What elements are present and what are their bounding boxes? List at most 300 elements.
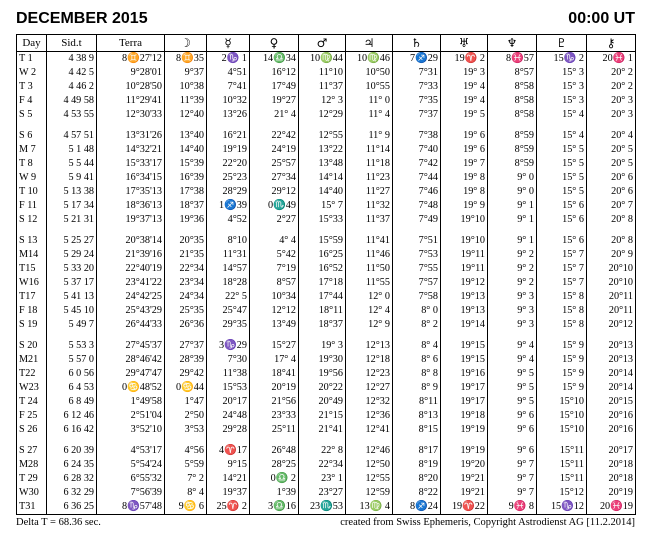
value-cell: 20°19	[587, 486, 636, 500]
value-cell: 15° 5	[537, 185, 587, 199]
table-body	[17, 52, 636, 515]
value-cell: 9♓ 8	[488, 500, 537, 515]
value-cell: 15° 7	[537, 248, 587, 262]
value-cell: 15° 3	[537, 66, 587, 80]
value-cell: 4 46 2	[47, 80, 97, 94]
separator-cell	[488, 332, 537, 339]
day-cell: S 26	[17, 423, 47, 437]
day-cell: W 2	[17, 66, 47, 80]
value-cell: 14°57	[207, 262, 250, 276]
value-cell: 20°11	[587, 290, 636, 304]
value-cell: 9°37	[165, 66, 207, 80]
value-cell: 24°42'25	[97, 290, 165, 304]
value-cell: 22°34	[299, 458, 346, 472]
separator-cell	[346, 437, 393, 444]
column-header: Terra	[97, 35, 165, 52]
value-cell: 15° 6	[537, 199, 587, 213]
value-cell: 2°51'04	[97, 409, 165, 423]
value-cell: 12° 0	[346, 290, 393, 304]
value-cell: 9° 7	[488, 472, 537, 486]
value-cell: 4♈17	[207, 444, 250, 458]
value-cell: 11°50	[346, 262, 393, 276]
value-cell: 8°58	[488, 80, 537, 94]
value-cell: 11°39	[165, 94, 207, 108]
value-cell: 11°55	[346, 276, 393, 290]
value-cell: 19° 3	[299, 339, 346, 353]
day-cell: T 3	[17, 80, 47, 94]
value-cell: 11°37	[299, 80, 346, 94]
separator-cell	[299, 122, 346, 129]
separator-cell	[441, 122, 488, 129]
value-cell: 15♑12	[537, 500, 587, 515]
table-row	[17, 318, 636, 332]
value-cell: 7°58	[393, 290, 441, 304]
table-row	[17, 423, 636, 437]
day-cell: W30	[17, 486, 47, 500]
value-cell: 19♈ 2	[441, 52, 488, 67]
value-cell: 20°16	[587, 423, 636, 437]
value-cell: 9° 3	[488, 304, 537, 318]
value-cell: 9° 6	[488, 444, 537, 458]
column-header: Sid.t	[47, 35, 97, 52]
value-cell: 17°18	[299, 276, 346, 290]
value-cell: 11°37	[346, 213, 393, 227]
separator-cell	[441, 437, 488, 444]
value-cell: 29°28	[207, 423, 250, 437]
value-cell: 21°35	[165, 248, 207, 262]
value-cell: 10°55	[346, 80, 393, 94]
value-cell: 20° 5	[587, 143, 636, 157]
table-row	[17, 262, 636, 276]
value-cell: 9° 4	[488, 339, 537, 353]
value-cell: 18°36'13	[97, 199, 165, 213]
value-cell: 19°37	[207, 486, 250, 500]
separator-cell	[587, 437, 636, 444]
value-cell: 20°13	[587, 339, 636, 353]
table-row	[17, 353, 636, 367]
value-cell: 20°35	[165, 234, 207, 248]
value-cell: 15♑ 2	[537, 52, 587, 67]
ephemeris-table	[16, 34, 636, 515]
value-cell: 12°13	[346, 339, 393, 353]
week-separator	[17, 332, 636, 339]
value-cell: 19°17	[441, 395, 488, 409]
column-header: ⚷	[587, 35, 636, 52]
value-cell: 19° 4	[441, 80, 488, 94]
separator-cell	[207, 437, 250, 444]
value-cell: 24°19	[250, 143, 299, 157]
value-cell: 3°52'10	[97, 423, 165, 437]
value-cell: 15°59	[299, 234, 346, 248]
value-cell: 14♎34	[250, 52, 299, 67]
value-cell: 13°48	[299, 157, 346, 171]
value-cell: 5 13 38	[47, 185, 97, 199]
value-cell: 1°47	[165, 395, 207, 409]
value-cell: 6 12 46	[47, 409, 97, 423]
value-cell: 26°36	[165, 318, 207, 332]
value-cell: 19°15	[441, 339, 488, 353]
value-cell: 9° 1	[488, 213, 537, 227]
value-cell: 15°10	[537, 409, 587, 423]
value-cell: 9° 1	[488, 234, 537, 248]
value-cell: 14°21	[207, 472, 250, 486]
week-separator	[17, 122, 636, 129]
column-header: ♅	[441, 35, 488, 52]
separator-cell	[97, 227, 165, 234]
table-row	[17, 94, 636, 108]
value-cell: 17°35'13	[97, 185, 165, 199]
value-cell: 20°49	[299, 395, 346, 409]
separator-cell	[250, 332, 299, 339]
value-cell: 16°12	[250, 66, 299, 80]
value-cell: 5 25 27	[47, 234, 97, 248]
value-cell: 15° 5	[537, 171, 587, 185]
value-cell: 25°35	[165, 304, 207, 318]
value-cell: 11°23	[346, 171, 393, 185]
value-cell: 15° 4	[537, 129, 587, 143]
value-cell: 12°40	[165, 108, 207, 122]
value-cell: 19° 7	[441, 157, 488, 171]
value-cell: 20°12	[587, 318, 636, 332]
value-cell: 6 20 39	[47, 444, 97, 458]
value-cell: 9°15	[207, 458, 250, 472]
value-cell: 5 1 48	[47, 143, 97, 157]
value-cell: 9° 5	[488, 367, 537, 381]
value-cell: 8°17	[393, 444, 441, 458]
value-cell: 15°33	[299, 213, 346, 227]
value-cell: 17°49	[250, 80, 299, 94]
value-cell: 22°42	[250, 129, 299, 143]
value-cell: 13°31'26	[97, 129, 165, 143]
value-cell: 16°52	[299, 262, 346, 276]
day-cell: W16	[17, 276, 47, 290]
value-cell: 7°48	[393, 199, 441, 213]
day-cell: F 18	[17, 304, 47, 318]
value-cell: 19°21	[441, 472, 488, 486]
value-cell: 11°32	[346, 199, 393, 213]
value-cell: 15° 8	[537, 318, 587, 332]
value-cell: 15° 5	[537, 157, 587, 171]
value-cell: 20♓ 1	[587, 52, 636, 67]
table-row	[17, 276, 636, 290]
value-cell: 9° 4	[488, 353, 537, 367]
value-cell: 9° 5	[488, 381, 537, 395]
value-cell: 5 33 20	[47, 262, 97, 276]
value-cell: 25°47	[207, 304, 250, 318]
value-cell: 19♈22	[441, 500, 488, 515]
value-cell: 12° 3	[299, 94, 346, 108]
value-cell: 19°19	[207, 143, 250, 157]
value-cell: 2°50	[165, 409, 207, 423]
column-header: ☽	[165, 35, 207, 52]
value-cell: 17°38	[165, 185, 207, 199]
value-cell: 20° 9	[587, 248, 636, 262]
value-cell: 7°46	[393, 185, 441, 199]
value-cell: 5 41 13	[47, 290, 97, 304]
table-row	[17, 472, 636, 486]
value-cell: 15° 5	[537, 143, 587, 157]
table-row	[17, 339, 636, 353]
value-cell: 11°41	[346, 234, 393, 248]
table-row	[17, 157, 636, 171]
separator-cell	[250, 122, 299, 129]
value-cell: 20° 6	[587, 171, 636, 185]
day-cell: F 4	[17, 94, 47, 108]
value-cell: 17°44	[299, 290, 346, 304]
value-cell: 7°35	[393, 94, 441, 108]
value-cell: 20°18	[587, 472, 636, 486]
value-cell: 8♊27'12	[97, 52, 165, 67]
value-cell: 0♏49	[250, 199, 299, 213]
value-cell: 20° 8	[587, 213, 636, 227]
value-cell: 15° 9	[537, 381, 587, 395]
value-cell: 4 42 5	[47, 66, 97, 80]
week-separator	[17, 437, 636, 444]
value-cell: 18°37	[299, 318, 346, 332]
value-cell: 12°36	[346, 409, 393, 423]
value-cell: 4°51	[207, 66, 250, 80]
value-cell: 23°33	[250, 409, 299, 423]
day-cell: W23	[17, 381, 47, 395]
value-cell: 19°11	[441, 262, 488, 276]
value-cell: 9° 2	[488, 248, 537, 262]
separator-cell	[488, 122, 537, 129]
value-cell: 20° 8	[587, 234, 636, 248]
value-cell: 9° 7	[488, 458, 537, 472]
value-cell: 19°37'13	[97, 213, 165, 227]
value-cell: 15°11	[537, 472, 587, 486]
value-cell: 20°16	[587, 409, 636, 423]
separator-cell	[441, 332, 488, 339]
value-cell: 12°32	[346, 395, 393, 409]
value-cell: 8°10	[207, 234, 250, 248]
value-cell: 16°21	[207, 129, 250, 143]
value-cell: 8° 6	[393, 353, 441, 367]
value-cell: 20°15	[587, 395, 636, 409]
value-cell: 8°20	[393, 472, 441, 486]
separator-cell	[17, 437, 47, 444]
separator-cell	[97, 122, 165, 129]
value-cell: 15° 8	[537, 304, 587, 318]
column-header: ♄	[393, 35, 441, 52]
value-cell: 5°54'24	[97, 458, 165, 472]
separator-cell	[299, 332, 346, 339]
value-cell: 11°31	[207, 248, 250, 262]
separator-cell	[587, 122, 636, 129]
value-cell: 13°26	[207, 108, 250, 122]
value-cell: 8♑57'48	[97, 500, 165, 515]
value-cell: 9° 0	[488, 171, 537, 185]
value-cell: 9° 7	[488, 486, 537, 500]
value-cell: 16°25	[299, 248, 346, 262]
separator-cell	[165, 332, 207, 339]
day-cell: W 9	[17, 171, 47, 185]
value-cell: 28°25	[250, 458, 299, 472]
value-cell: 13°40	[165, 129, 207, 143]
value-cell: 1°39	[250, 486, 299, 500]
value-cell: 15° 3	[537, 80, 587, 94]
value-cell: 8° 2	[393, 318, 441, 332]
value-cell: 7°51	[393, 234, 441, 248]
value-cell: 19° 5	[441, 108, 488, 122]
value-cell: 15°10	[537, 423, 587, 437]
value-cell: 6 0 56	[47, 367, 97, 381]
value-cell: 19°20	[441, 458, 488, 472]
value-cell: 6 24 35	[47, 458, 97, 472]
day-cell: T 8	[17, 157, 47, 171]
value-cell: 17° 4	[250, 353, 299, 367]
value-cell: 7°57	[393, 276, 441, 290]
value-cell: 11°29'41	[97, 94, 165, 108]
value-cell: 12°46	[346, 444, 393, 458]
value-cell: 20°17	[587, 444, 636, 458]
value-cell: 4 57 51	[47, 129, 97, 143]
day-cell: S 5	[17, 108, 47, 122]
value-cell: 12° 4	[346, 304, 393, 318]
value-cell: 0♋44	[165, 381, 207, 395]
value-cell: 23°41'22	[97, 276, 165, 290]
column-header: ☿	[207, 35, 250, 52]
value-cell: 27°34	[250, 171, 299, 185]
value-cell: 25°43'29	[97, 304, 165, 318]
separator-cell	[393, 332, 441, 339]
value-cell: 11° 0	[346, 94, 393, 108]
value-cell: 19°15	[441, 353, 488, 367]
value-cell: 1♐39	[207, 199, 250, 213]
value-cell: 27°37	[165, 339, 207, 353]
day-cell: M28	[17, 458, 47, 472]
value-cell: 12°12	[250, 304, 299, 318]
separator-cell	[17, 122, 47, 129]
value-cell: 9° 3	[488, 290, 537, 304]
value-cell: 12°18	[346, 353, 393, 367]
table-row	[17, 199, 636, 213]
value-cell: 8°58	[488, 108, 537, 122]
value-cell: 22° 5	[207, 290, 250, 304]
table-row	[17, 304, 636, 318]
value-cell: 19°13	[441, 304, 488, 318]
value-cell: 14°40	[299, 185, 346, 199]
day-cell: S 20	[17, 339, 47, 353]
day-cell: T15	[17, 262, 47, 276]
delta-t-note: Delta T = 68.36 sec.	[16, 517, 101, 528]
value-cell: 2♑ 1	[207, 52, 250, 67]
table-row	[17, 213, 636, 227]
value-cell: 11° 4	[346, 108, 393, 122]
value-cell: 5 57 0	[47, 353, 97, 367]
value-cell: 21°39'16	[97, 248, 165, 262]
value-cell: 20° 5	[587, 157, 636, 171]
value-cell: 5 9 41	[47, 171, 97, 185]
table-row	[17, 171, 636, 185]
value-cell: 9♋ 6	[165, 500, 207, 515]
separator-cell	[17, 227, 47, 234]
value-cell: 7°44	[393, 171, 441, 185]
value-cell: 14°32'21	[97, 143, 165, 157]
value-cell: 12°29	[299, 108, 346, 122]
separator-cell	[207, 332, 250, 339]
value-cell: 20° 4	[587, 129, 636, 143]
value-cell: 12° 9	[346, 318, 393, 332]
value-cell: 11°27	[346, 185, 393, 199]
value-cell: 1°49'58	[97, 395, 165, 409]
value-cell: 20° 2	[587, 66, 636, 80]
separator-cell	[165, 437, 207, 444]
value-cell: 12°55	[346, 472, 393, 486]
day-cell: S 13	[17, 234, 47, 248]
value-cell: 28°46'42	[97, 353, 165, 367]
value-cell: 5 21 31	[47, 213, 97, 227]
separator-cell	[393, 122, 441, 129]
value-cell: 15° 7	[299, 199, 346, 213]
value-cell: 15°11	[537, 444, 587, 458]
value-cell: 8°59	[488, 157, 537, 171]
separator-cell	[250, 437, 299, 444]
value-cell: 27°45'37	[97, 339, 165, 353]
value-cell: 19° 9	[441, 199, 488, 213]
value-cell: 15°39	[165, 157, 207, 171]
value-cell: 20♓19	[587, 500, 636, 515]
value-cell: 6°55'32	[97, 472, 165, 486]
value-cell: 29°42	[165, 367, 207, 381]
day-cell: T31	[17, 500, 47, 515]
value-cell: 7°53	[393, 248, 441, 262]
value-cell: 12°41	[346, 423, 393, 437]
value-cell: 20° 3	[587, 108, 636, 122]
value-cell: 8° 9	[393, 381, 441, 395]
day-cell: S 12	[17, 213, 47, 227]
value-cell: 7°49	[393, 213, 441, 227]
separator-cell	[393, 227, 441, 234]
value-cell: 19°56	[299, 367, 346, 381]
value-cell: 13♍ 4	[346, 500, 393, 515]
value-cell: 19°19	[441, 444, 488, 458]
separator-cell	[97, 332, 165, 339]
separator-cell	[47, 122, 97, 129]
value-cell: 19° 6	[441, 129, 488, 143]
table-row	[17, 234, 636, 248]
value-cell: 26°44'33	[97, 318, 165, 332]
week-separator	[17, 227, 636, 234]
value-cell: 18°28	[207, 276, 250, 290]
value-cell: 12°27	[346, 381, 393, 395]
value-cell: 8° 8	[393, 367, 441, 381]
credit-note: created from Swiss Ephemeris, Copyright Astrodienst AG [11.2.2014]	[340, 517, 635, 528]
value-cell: 20°17	[207, 395, 250, 409]
value-cell: 20°18	[587, 458, 636, 472]
table-row	[17, 367, 636, 381]
value-cell: 15° 9	[537, 367, 587, 381]
value-cell: 24°48	[207, 409, 250, 423]
value-cell: 8° 4	[393, 339, 441, 353]
separator-cell	[537, 437, 587, 444]
value-cell: 15° 9	[537, 353, 587, 367]
separator-cell	[346, 332, 393, 339]
value-cell: 15° 8	[537, 290, 587, 304]
table-row	[17, 248, 636, 262]
day-cell: T 29	[17, 472, 47, 486]
value-cell: 19°10	[441, 213, 488, 227]
value-cell: 5 45 10	[47, 304, 97, 318]
value-cell: 20° 6	[587, 185, 636, 199]
value-cell: 20°14	[587, 381, 636, 395]
separator-cell	[393, 437, 441, 444]
value-cell: 7°55	[393, 262, 441, 276]
day-cell: T 24	[17, 395, 47, 409]
day-cell: F 11	[17, 199, 47, 213]
value-cell: 12°59	[346, 486, 393, 500]
value-cell: 29°47'47	[97, 367, 165, 381]
